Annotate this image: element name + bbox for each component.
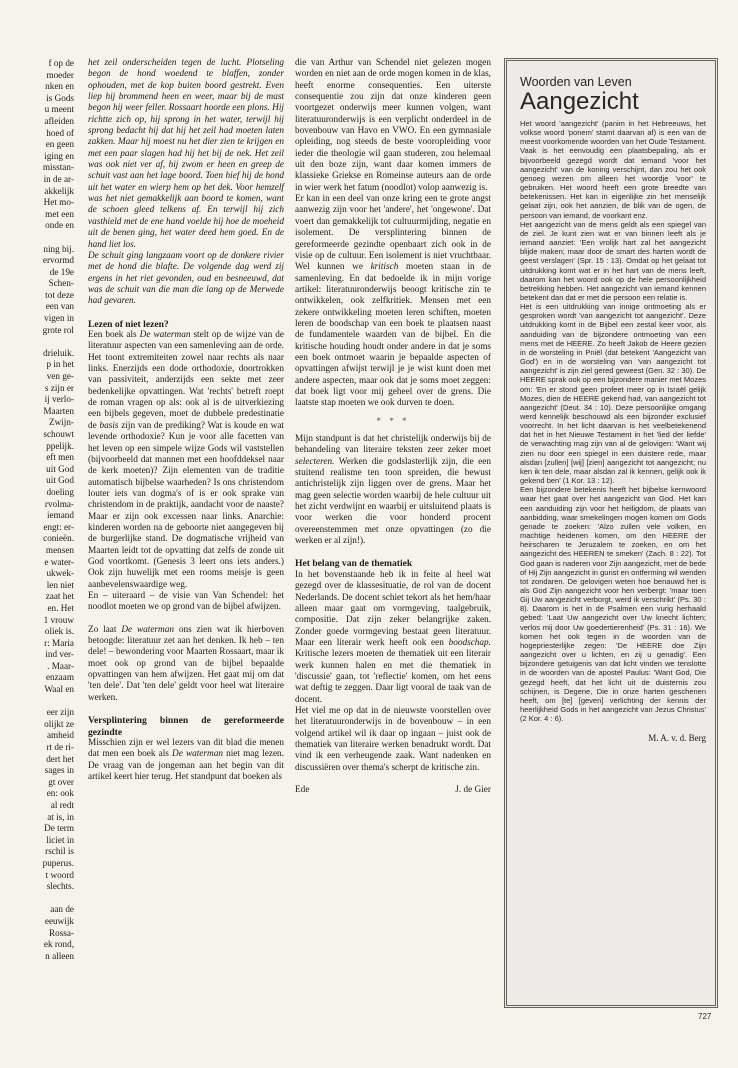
cropped-text-fragment: amheid — [46, 730, 74, 741]
cropped-text-fragment: len niet — [46, 579, 74, 590]
cropped-text-fragment: ervormd — [42, 255, 74, 266]
body-paragraph: die van Arthur van Schendel niet gelezen mogen worden en niet aan de orde mogen komen in de klas, heeft enorme consequenties. Een uiterste consequentie zou zijn dat onze kinderen geen voortgezet onderwijs meer kunnen volgen, want literatuuronderwijs is een verplicht onderdeel in de bovenbouw van Havo en VWO. En een gymnasiale opleiding, nog steeds de beste vooropleiding voor ieder die theologie wil gaan studeren, zou helemaal uit den boze zijn, want daar komen immers de klassieke Griekse en Romeinse auteurs aan de orde in wier werk het fatum (noodlot) volop aanwezig is. — [295, 58, 491, 193]
cropped-text-fragment: r: Maria — [44, 637, 74, 648]
cropped-text-fragment: oliek is. — [44, 626, 74, 637]
sidebar-paragraph: Het aangezicht van de mens geldt als een spiegel van de ziel. Je kunt zien wat er van binnen leeft als je iemand aanziet: 'Een vrolijk hart zal het aangezicht blijde maken; maar door de smart des harten wordt de geest verslagen' (Spr. 15 : 13). Omdat op het gelaat tot uitdrukking komt wat er in het hart van de mens leeft, daarom kan het woord ook op de hele persoonlijkheid betrekking hebben. Het aangezicht van iemand kennen betekent dan dat er met die persoon een relatie is. — [520, 219, 706, 302]
cropped-text-fragment: afleiden — [44, 115, 74, 126]
cropped-text-fragment: Schen- — [48, 278, 74, 289]
cropped-text-fragment: moeder — [46, 69, 74, 80]
cropped-text-fragment — [0, 336, 74, 348]
body-paragraph: In het bovenstaande heb ik in feite al heel wat gezegd over de klassesituatie, de rol van de docent Nederlands. De docent schiet tekort als het hem/haar alleen maar gaat om vormgeving, taalgebruik, compositie. Dat zijn zeker belangrijke zaken. Zonder goede vormgeving bestaat geen literatuur. Maar een literair werk heeft ook een boodschap. Kritische lezers moeten de thematiek uit een literair werk kunnen halen en met die thematiek in 'discussie' gaan, tot 'reflectie' komen, om het eens wat deftig te zeggen. Daar ligt vooral de taak van de docent. — [295, 569, 491, 705]
cropped-text-fragment: hoed of — [46, 127, 74, 138]
cropped-text-fragment — [0, 696, 74, 708]
body-paragraph: Misschien zijn er wel lezers van dit blad die menen dat men een boek als De waterman niet mag lezen. De vraag van de jongeman aan het begin van dit artikel keert hier terug. Het standpunt dat boeken als — [88, 738, 284, 783]
cropped-text-fragment: De term — [44, 823, 74, 834]
body-paragraph: Mijn standpunt is dat het christelijk onderwijs bij de behandeling van literaire teksten zeer zeker moet selecteren. Werken die godslasterlijk zijn, die een stuitend realisme ten toon spreiden, die bewust antichristelijk zijn liggen over de grens. Maar het mag geen selectie worden waarbij de hele cultuur uit het zicht verdwijnt en waarbij er uitsluitend plaats is voor werken die voor honderd procent overeenstemmen met onze opvattingen (zo die werken er al zijn!). — [295, 434, 491, 547]
cropped-text-fragment: p in het — [46, 359, 74, 370]
cropped-text-fragment: nken en — [45, 81, 74, 92]
body-paragraph: Het viel me op dat in de nieuwste voorstellen over het literatuuronderwijs in de bovenbouw – in een volgend artikel wil ik daar op ingaan – juist ook de thematiek van literaire werken benadrukt wordt. Dat vind ik een verheugende zaak. Want nadenken en discussiëren over thema's scherpt de kritische zin. — [295, 706, 491, 773]
sidebar-kicker: Woorden van Leven — [520, 75, 632, 89]
novel-quote-paragraph-2: De schuit ging langzaam voort op de donkere rivier met de hond die blafte. De volgende dag werd zij ergens in het riet gevonden, oud en besneeuwd, dat was de schuit van die man die lang op de Merwede had gevaren. — [88, 250, 284, 307]
section-separator: * * * — [376, 415, 410, 426]
body-paragraph: En – uiteraard – de visie van Van Schendel: het noodlot moeten we op grond van de bijbel afwijzen. — [88, 590, 284, 613]
cropped-text-fragment: drieluik. — [43, 347, 74, 358]
cropped-text-fragment: Maarten — [43, 405, 74, 416]
cropped-text-fragment: en: ook — [46, 788, 74, 799]
cropped-text-fragment: aan de — [50, 904, 74, 915]
cropped-text-fragment: Zwijn- — [48, 417, 74, 428]
signature-author: J. de Gier — [455, 785, 491, 796]
cropped-text-fragment: rvolma- — [44, 498, 74, 509]
sidebar-paragraph: Het is een uitdrukking van innige ontmoeting als er gesproken wordt 'van aangezicht tot aangezicht'. Deze uitdrukking komt in de Bijbel een zestal keer voor, als aanduiding van de bijzondere ontmoeting van een mens met de HEERE. Zo heeft Jakob de Heere gezien in de worsteling in Pniël (dat betekent 'Aangezicht van God') en in de worsteling van 'van aangezicht tot aangezicht' is zijn ziel gered geweest (Gen. 32 : 30). De HEERE sprak ook op een bijzondere manier met Mozes om: 'En er stond geen profeet meer op in Israël gelijk Mozes, dien de HEERE gekend had, van aangezicht tot aangezicht' (Deut. 34 : 10). Deze persoonlijke omgang werd kennelijk beschouwd als een bijzonder exclusief voorrecht. In het licht daarvan is het veelbetekenend dat het in het Nieuwe Testament in het 'lied der liefde' de verwachting mag zijn van al de gelovigen: 'Want wij zien nu door een spiegel in een duistere rede, maar alsdan [zullen] [wij] [zien] aangezicht tot aangezicht; nu ken ik ten dele, maar alsdan zal ik kennen, gelijk ook ik gekend ben' (1 Kor. 13 : 12). — [520, 302, 706, 486]
cropped-text-fragment: ij verlo- — [44, 394, 74, 405]
cropped-text-fragment: ven ge- — [46, 371, 74, 382]
cropped-text-fragment: uit God — [46, 463, 74, 474]
cropped-text-fragment: onde en — [45, 220, 74, 231]
sidebar-title: Aangezicht — [520, 88, 639, 115]
cropped-text-fragment: doeling — [46, 486, 74, 497]
cropped-text-fragment: rschil is — [45, 846, 74, 857]
cropped-text-fragment: de 19e — [49, 266, 74, 277]
cropped-text-fragment: s zijn er — [44, 382, 74, 393]
cropped-text-fragment: engt: er- — [43, 521, 74, 532]
cropped-text-fragment: u meent — [44, 104, 74, 115]
signature-place: Ede — [295, 785, 310, 796]
cropped-text-fragment: rt de ri- — [46, 742, 74, 753]
cropped-text-fragment: ek rond, — [43, 939, 74, 950]
cropped-text-fragment: zaat het — [45, 591, 74, 602]
sidebar-signature: M. A. v. d. Berg — [648, 733, 706, 744]
cropped-text-fragment: olijkt ze — [44, 718, 74, 729]
cropped-text-fragment: gt over — [48, 776, 74, 787]
sidebar-box-woorden-van-leven — [504, 58, 718, 1008]
sidebar-paragraph: Een bijzondere betekenis heeft het bijbelse kernwoord waar het gaat over het aangezicht van God. Het kan een aanduiding zijn voor het heiligdom, de plaats van aanbidding, waar smekelingen mogen komen om Gods genade te zoeken: 'Alzo zullen vele volken, en machtige heidenen komen, om den HEERE der heirscharen te Jeruzalem te zoeken, en om het aangezicht des HEEREN te smeken' (Zach. 8 : 22). Tot God gaan is naderen voor Zijn aangezicht, met de bede of Hij Zijn aangezicht in gunst en ontferming wil wenden tot zondaren. De gelovigen weten hoe benauwd het is als God Zijn aangezicht voor hen verbergt: 'maar toen Gij Uw aangezicht verborgt, werd ik verschrikt' (Ps. 30 : 8). Daarom is het in de Psalmen een vurig herhaald gebed: 'Laat Uw aangezicht over Uw knecht lichten; verlos mij door Uw goedertierenheid' (Ps. 31 : 16). We komen het ook tegen in de woorden van de hogepriesterlijke zegen: 'De HEERE doe Zijn aangezicht over u lichten, en zij u genadig'. Een bijzondere getuigenis van dat licht vinden we tenslotte in de woorden van de apostel Paulus: 'Want God, Die gezegd heeft, dat het licht uit de duisternis zou schijnen, is Degene, Die in onze harten geschenen heeft, om [te] [geven] verlichting der kennis der heerlijkheid Gods in het aangezicht van Jezus Christus' (2 Kor. 4 : 6). — [520, 485, 706, 724]
cropped-text-fragment: grote rol — [42, 324, 74, 335]
cropped-text-fragment: schouwt — [43, 429, 74, 439]
cropped-text-fragment: en geen — [45, 139, 74, 150]
cropped-text-fragment: . Maar- — [47, 660, 74, 671]
cropped-text-fragment: ukwek- — [46, 568, 74, 579]
cropped-text-fragment: akkelijk — [44, 185, 74, 196]
cropped-text-fragment: uit God — [46, 475, 74, 486]
cropped-text-fragment: at is, in — [47, 811, 74, 822]
left-edge-column — [0, 58, 74, 1018]
body-paragraph: Een boek als De waterman stelt op de wijze van de literatuur aspecten van een samenleving aan de orde. Het toont extremiteiten zowel naar rechts als naar links. Enerzijds een dode orthodoxie, doortrokken van passiviteit, anderzijds een sekte met zeer bedenkelijke opvattingen. Wat 'rechts' betreft roept de roman vragen op als: ook al is de uitverkiezing een bijbels gegeven, moet de dubbele predestinatie de basis zijn van de prediking? Wat is koude en wat levende orthodoxie? Kun je voor alle facetten van het leven op een simpele wijze Gods wil vaststellen (bijvoorbeeld dat mannen met een hoofddeksel naar de kerk moeten)? Zijn elementen van de traditie automatisch bijbelse waarheden? Is ons christendom louter iets van dogma's of is er ook sprake van christendom in de praktijk, aandacht voor de naaste? Maar er zijn ook excessen naar links. Anarchie: kinderen worden na de geboorte niet aangegeven bij de burgerlijke stand. De dogmatische vrijheid van Maarten leidt tot de opvatting dat zelfs de zonde uit God voortkomt. (Genesis 3 leert ons iets anders.) Ook zijn huwelijk met een rooms meisje is geen aanbevelenswaardige weg. — [88, 330, 284, 590]
cropped-text-fragment: Het mo- — [43, 197, 74, 208]
cropped-text-fragment: f op de — [48, 58, 74, 68]
cropped-text-fragment — [0, 232, 74, 244]
cropped-text-fragment: is Gods — [46, 92, 74, 103]
cropped-text-fragment: dert het — [46, 753, 74, 764]
section-heading-thematiek: Het belang van de thematiek — [295, 558, 413, 570]
article-column-1 — [88, 58, 284, 783]
cropped-text-fragment: een van — [45, 301, 74, 312]
cropped-text-fragment: liciet in — [46, 834, 74, 845]
cropped-text-fragment: slechts. — [46, 881, 74, 892]
cropped-text-fragment: vigen in — [44, 313, 74, 324]
cropped-text-fragment: e water- — [44, 556, 74, 567]
cropped-text-fragment: t woord — [45, 869, 74, 880]
cropped-text-fragment: enzaam — [45, 672, 74, 683]
sidebar-paragraph: Het woord 'aangezicht' (panim in het Hebreeuws, het volkse woord 'ponem' stamt daarvan af) is een van de meest voorkomende woorden van het Oude Testament. Vaak is het eenvoudig een plaatsbepaling, als er bijvoorbeeld gezegd wordt dat iemand 'voor het aangezicht' van de koning verschijnt, dan zou het ook genoeg wezen om alleen het woordje 'voor' te gebruiken. Het woord heeft een grote breedte van betekenissen. Het kan in eigenlijke zin het menselijk gelaat zijn, ook het aanzien, de blik van de ogen, de persoon van iemand, de voorkant enz. — [520, 119, 706, 220]
novel-quote-paragraph: het zeil onderscheiden tegen de lucht. Plotseling begon de hond woedend te blaffen, zonder ophouden, met de kop buiten boord gestrekt. Even liep hij brommend heen en weer, maar bij de mast begon hij weer feller. Rossaart hoorde een plons. Hij richtte zich op, hij sprong in het water, terwijl hij sprong bedacht hij dat hij het zeil had moeten laten zakken. Maar hij moest nu het dier zien te krijgen en met een paar slagen had hij het bij de nek. Het zeil was ook niet ver af, hij zwom er heen en greep de schuit vast aan het lage boord. Toen hief hij de hond uit het water en wierp hem op het dek. Voor hemzelf was het niet gemakkelijk aan boord te komen, want de schoen gleed telkens af. En terwijl hij zich vasthield met de ene hand voelde hij hoe de moeheid uit de benen ging, het water deed hem goed. En de hand liet los. — [88, 58, 284, 250]
article-column-2 — [295, 58, 491, 796]
page-number: 727 — [698, 1012, 712, 1021]
cropped-text-fragment: misstan- — [42, 162, 74, 173]
cropped-text-fragment: puperus. — [42, 857, 74, 868]
cropped-text-fragment: eeuwijk — [44, 915, 74, 926]
body-paragraph: Er kan in een deel van onze kring een te grote angst aanwezig zijn voor het 'andere', het 'ongewone'. Dat voert dan gemakkelijk tot cultuurmijding, negatie en isolement. De versplintering binnen de gereformeerde gezindte openbaart zich ook in de visie op de cultuur. Een isolement is niet vruchtbaar. Wel kunnen we kritisch moeten staan in de samenleving. En dat bedoelde ik in mijn vorige artikel: literatuuronderwijs beoogt kritische zin te ontwikkelen, ook zelfkritiek. Mensen met een zekere ontwikkeling moeten leren schiften, moeten leren de boodschap van een boek te plaatsen naast de fundamentele waarden van de bijbel. En die kritische houding houdt onder andere in dat je soms een boek ontmoet waarin je bepaalde aspecten of opvattingen afwijst terwijl je je wist kunt doen met andere aspecten, maar ook dat je soms moet zeggen: dat boek ligt voor mij geheel over de grens. Die laatste stap moeten we ook durven te doen. — [295, 194, 491, 409]
section-heading-lezen: Lezen of niet lezen? — [88, 318, 169, 330]
cropped-text-fragment: al redt — [50, 800, 74, 810]
cropped-text-fragment: ning bij. — [43, 243, 74, 254]
sidebar-body — [520, 119, 706, 723]
cropped-text-fragment: eer zijn — [46, 707, 74, 718]
cropped-text-fragment: mensen — [45, 544, 74, 555]
cropped-text-fragment: sages in — [44, 765, 74, 776]
cropped-text-fragment: met een — [45, 208, 74, 219]
cropped-text-fragment: iemand — [46, 510, 74, 521]
body-paragraph: Zo laat De waterman ons zien wat ik hierboven betoogde: literatuur zet aan het denken. Ik heb – ten dele! – bewondering voor Maarten Rossaart, maar ik moet ook op grond van de bijbel bepaalde opvattingen van hem afwijzen. Het gaat mij om dat 'ten dele'. Dat 'ten dele' geldt voor heel wat literaire werken. — [88, 624, 284, 703]
cropped-text-fragment: Rossa- — [48, 927, 74, 938]
cropped-text-fragment: 1 vrouw — [43, 614, 74, 625]
cropped-text-fragment: eft men — [46, 452, 74, 463]
cropped-text-fragment: ppelijk. — [46, 440, 74, 451]
cropped-text-fragment: tot deze — [45, 289, 74, 300]
cropped-text-fragment: ind ver- — [45, 649, 74, 660]
cropped-text-fragment: en. Het — [47, 602, 74, 613]
cropped-text-fragment: n alleen — [45, 950, 74, 961]
cropped-text-fragment: in de ar- — [43, 173, 74, 184]
cropped-text-fragment: conieën. — [43, 533, 74, 544]
article-signature — [295, 785, 491, 796]
cropped-text-fragment — [0, 893, 74, 905]
cropped-text-fragment: iging en — [44, 150, 74, 161]
cropped-text-fragment: Waal en — [44, 684, 74, 695]
section-heading-versplintering: Versplintering binnen de gereformeerde gezindte — [88, 715, 284, 738]
